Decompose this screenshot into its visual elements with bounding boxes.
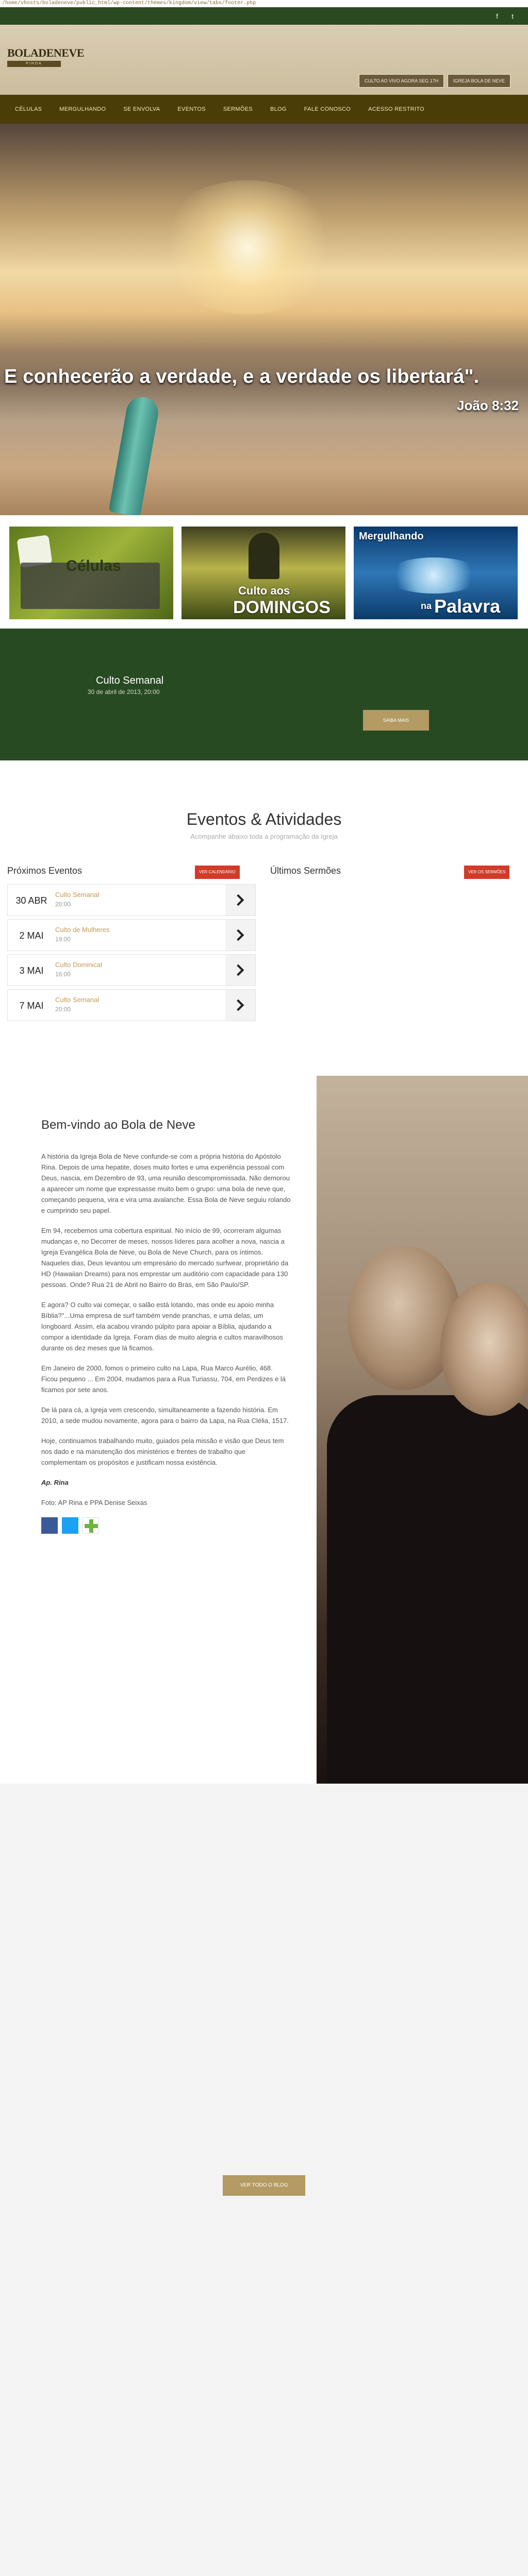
bemvindo-paragraph: Hoje, continuamos trabalhando muito, guiados pela missão e visão que Deus tem nos dado e na manutenção dos ministérios e frentes de trabalho que complementam os propósitos e justificam nossa existência. [41, 1437, 284, 1466]
bemvindo-paragraph: E agora? O culto vai começar, o salão está lotando, mas onde eu apoio minha Bíblia?"...Uma empresa de surf também vende pranchas, e uma delas, um longboard. Assim, ela acabou virando púlpito para apoiar a Bíblia, ajudando a compor a identidade da Igreja. Foram dias de muito alegria e cultos maravilhosos durante os dez meses que lá ficamos. [41, 1301, 283, 1352]
event-name[interactable]: Culto Semanal [55, 891, 100, 899]
nav-fale-conosco[interactable]: FALE CONOSCO [304, 106, 351, 112]
card-celulas-title: Células [66, 557, 121, 574]
culto-date: 30 de abril de 2013, 20:00 [88, 688, 160, 696]
nav-sermoes[interactable]: SERMÕES [223, 106, 253, 112]
event-name[interactable]: Culto de Mulheres [55, 926, 110, 934]
blog-section [0, 1784, 528, 2576]
share-buttons [41, 1517, 291, 1534]
google-plus-share-icon[interactable] [82, 1517, 99, 1534]
error-strip: /home/vhosts/boladeneve/public_html/wp-content/themes/kingdom/view/tabs/footer.php [0, 0, 528, 7]
card-mergulhando[interactable] [354, 527, 518, 619]
saiba-mais-button[interactable]: SAIBA MAIS [363, 710, 429, 731]
nav-acesso-restrito[interactable]: ACESSO RESTRITO [368, 106, 424, 112]
event-item[interactable] [7, 954, 256, 986]
card-mergulhando-top: Mergulhando [359, 531, 424, 542]
bemvindo-paragraph: De lá para cá, a Igreja vem crescendo, simultaneamente a fazendo história. Em 2010, a sede mudou novamente, agora para o bairro da Lapa, na Rua Clélia, 1517. [41, 1406, 289, 1425]
ver-calendario-button[interactable]: VER CALENDÁRIO [195, 866, 240, 879]
bemvindo-paragraph: Em Janeiro de 2000, fomos o primeiro culto na Lapa, Rua Marco Aurélio, 468. Ficou pequeno ... Em 2004, mudamos para a Rua Turiassu, 704, em Perdizes e lá ficamos por sete anos. [41, 1364, 286, 1394]
hero-slider[interactable] [0, 124, 528, 515]
event-item[interactable] [7, 919, 256, 951]
twitter-share-icon[interactable] [62, 1517, 78, 1534]
main-nav [0, 95, 528, 124]
feature-cards [0, 515, 528, 618]
chevron-right-icon[interactable] [225, 885, 255, 916]
bemvindo-text [0, 1076, 317, 1784]
header [0, 25, 528, 95]
event-time: 20:00 [55, 1006, 71, 1013]
photo-body-shape [327, 1395, 528, 1784]
twitter-icon[interactable]: t [512, 12, 514, 20]
event-item[interactable] [7, 989, 256, 1021]
event-list [7, 884, 256, 1024]
bemvindo-section [0, 1076, 528, 1784]
facebook-share-icon[interactable] [41, 1517, 58, 1534]
person-silhouette [249, 533, 279, 579]
ver-blog-button[interactable]: VER TODO O BLOG [223, 2175, 305, 2196]
card-domingos[interactable] [182, 527, 345, 619]
logo-sub: PINDA [7, 61, 61, 67]
event-time: 20:00 [55, 901, 71, 908]
photo-credit: Foto: AP Rina e PPA Denise Seixas [41, 1499, 147, 1506]
topbar [0, 7, 528, 25]
event-date: 30 ABR [15, 895, 47, 906]
proximos-eventos-title: Próximos Eventos [7, 866, 82, 876]
event-name[interactable]: Culto Dominical [55, 961, 103, 969]
event-date: 2 MAI [19, 930, 44, 941]
nav-eventos[interactable]: EVENTOS [177, 106, 206, 112]
nav-blog[interactable]: BLOG [270, 106, 287, 112]
culto-title: Culto Semanal [96, 675, 164, 686]
event-time: 19:00 [55, 936, 71, 943]
event-name[interactable]: Culto Semanal [55, 996, 100, 1004]
hero-reference: João 8:32 [457, 398, 519, 413]
bemvindo-paragraph: Em 94, recebemos uma cobertura espiritual. No início de 99, ocorreram algumas mudanças e, no Decorrer de meses, nossos líderes para acolher a nova, nascia a Igreja Evangélica Bola de Neve, ou Bola de Neve Church, para os íntimos. Naqueles dias, Deus levantou um empresário do mercado surfwear, proprietário da HD (Hawaiian Dreams) para nos emprestar um auditório com capacidade para 130 pessoas. Onde? Rua 21 de Abril no Bairro do Brás, em São Paulo/SP. [41, 1227, 289, 1289]
card-mergulhando-title: Palavra [434, 596, 501, 617]
culto-banner [0, 629, 528, 760]
event-date: 3 MAI [19, 965, 44, 976]
culto-ao-vivo-button[interactable]: CULTO AO VIVO AGORA SEG 17H [359, 74, 444, 88]
nav-celulas[interactable]: CÉLULAS [15, 106, 42, 112]
facebook-icon[interactable]: f [496, 12, 498, 20]
card-domingos-title: DOMINGOS [233, 598, 331, 617]
hero-quote: E conhecerão a verdade, e a verdade os libertará". [4, 366, 480, 387]
eventos-subtitle: Acompanhe abaixo toda a programação da Igreja [190, 833, 338, 840]
bemvindo-paragraph: A história da Igreja Bola de Neve confunde-se com a própria história do Apóstolo Rina. Depois de uma hepatite, doses muito fortes e uma experiência pessoal com Deus, nascia, em Dezembro de 93, uma reunião descompromissada. Não demorou a aparecer um nome que expressasse muito bem o grupo: uma bola de neve que, começando pequena, vira e vira uma avalanche. Essa Bola de Neve seguiu rolando e cumprindo seu papel. [41, 1153, 291, 1214]
eventos-title: Eventos & Atividades [186, 810, 342, 828]
ultimos-sermoes-title: Últimos Sermões [270, 866, 341, 876]
water-splash-shape [385, 557, 483, 594]
bemvindo-title: Bem-vindo ao Bola de Neve [41, 1118, 195, 1132]
igreja-button[interactable]: IGREJA BOLA DE NEVE [448, 74, 510, 88]
chevron-right-icon[interactable] [225, 920, 255, 951]
ver-sermoes-button[interactable]: VER OS SERMÕES [464, 866, 509, 879]
card-domingos-top: Culto aos [238, 584, 290, 597]
hero-sun-glow [155, 180, 340, 314]
card-mergulhando-na: na [421, 601, 432, 611]
eventos-section [0, 760, 528, 1076]
nav-mergulhando[interactable]: MERGULHANDO [59, 106, 106, 112]
bemvindo-signature: Ap. Rina [41, 1479, 69, 1486]
card-celulas[interactable] [9, 527, 173, 619]
logo-text: BOLADENEVE [7, 46, 85, 59]
chevron-right-icon[interactable] [225, 955, 255, 986]
couple-photo [317, 1076, 528, 1784]
event-time: 16:00 [55, 971, 71, 978]
nav-se-envolva[interactable]: SE ENVOLVA [123, 106, 160, 112]
chevron-right-icon[interactable] [225, 990, 255, 1021]
logo[interactable] [7, 46, 85, 75]
event-item[interactable] [7, 884, 256, 916]
event-date: 7 MAI [19, 1001, 44, 1011]
surfboard-image [109, 395, 161, 515]
